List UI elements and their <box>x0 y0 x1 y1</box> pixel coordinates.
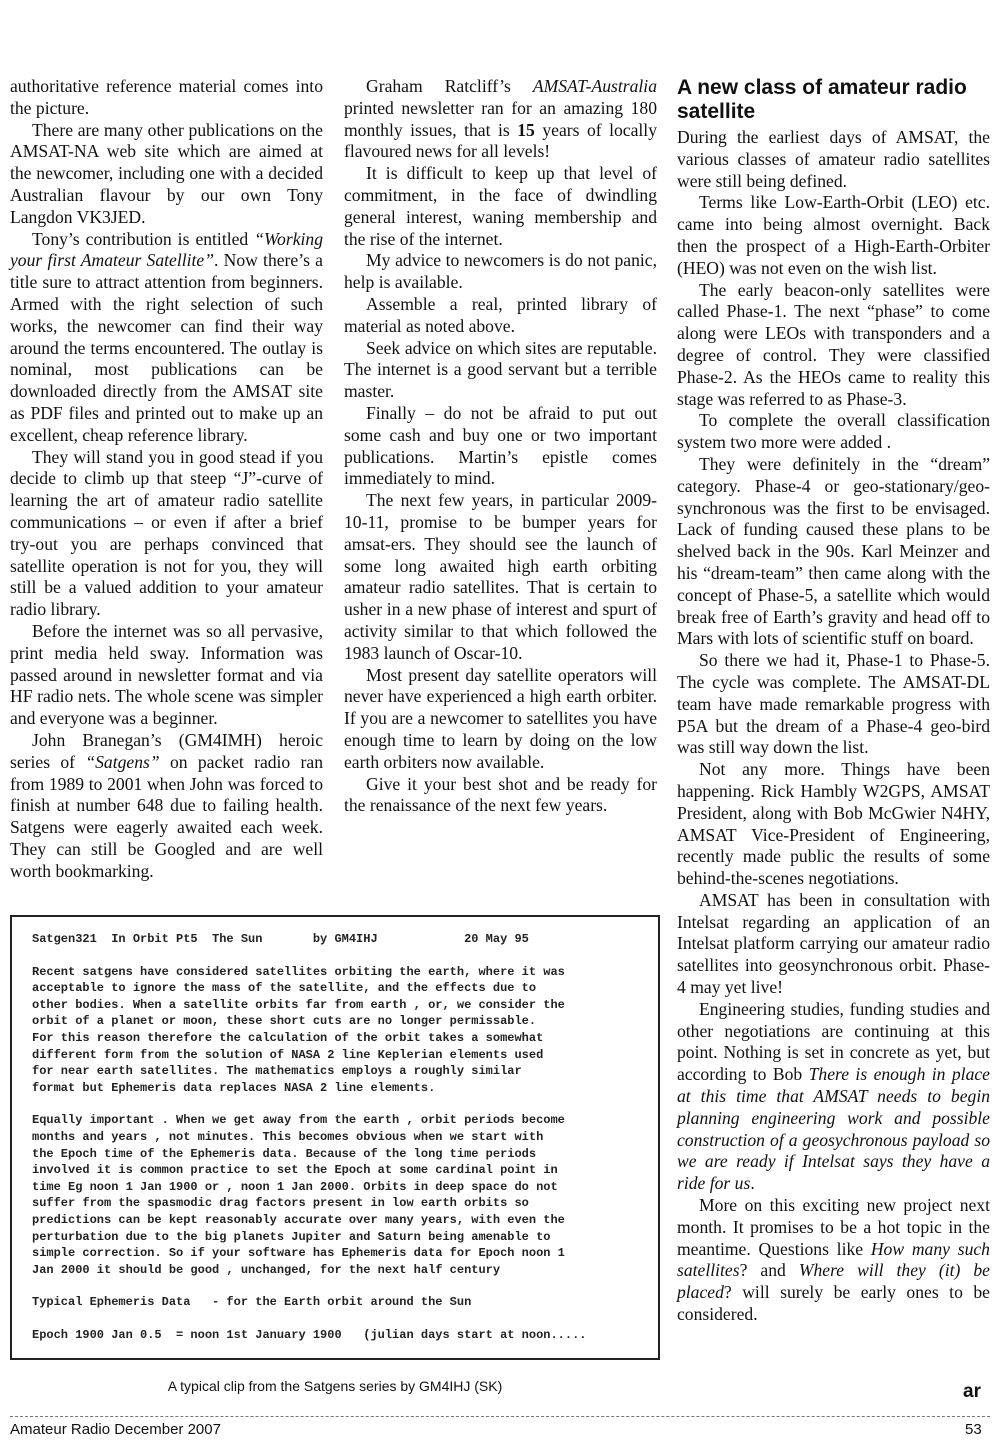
paragraph: Give it your best shot and be ready for the renaissance of the next few years. <box>344 773 657 816</box>
clip-block-1 <box>32 964 642 1097</box>
clip-line: perturbation due to the big planets Jupiter and Saturn being amenable to <box>32 1229 551 1244</box>
paragraph: Most present day satellite operators will never have experienced a high earth orbiter. If you are a newcomer to satellites you have enough time to learn by doing on the low earth orbiters now available. <box>344 664 657 772</box>
question: Where will they (it) be placed <box>677 1260 990 1303</box>
clip-line: acceptable to ignore the mass of the satellite, and the effects due to <box>32 981 537 996</box>
clip-epoch-line: Epoch 1900 Jan 0.5 = noon 1st January 1900 (julian days start at noon..... <box>32 1327 587 1342</box>
paragraph: AMSAT has been in consultation with Intelsat regarding an application of an Intelsat platform carrying our amateur radio satellites into geosynchronous orbit. Phase-4 may yet live! <box>677 889 990 998</box>
series-title: “Satgens” <box>85 751 160 772</box>
clip-line: involved it is common practice to set the Epoch at some cardinal point in <box>32 1163 558 1178</box>
column-1 <box>10 76 323 882</box>
clip-line: predictions can be kept reasonably accurate over many years, with even the <box>32 1212 565 1227</box>
newsletter-title: AMSAT-Australia <box>532 76 657 96</box>
paragraph: They were definitely in the “dream” category. Phase-4 or geo-stationary/geo-synchronous was the first to be envisaged. Lack of funding caused these plans to be shelved back in the 90s. Karl Meinzer and his “dream-team” then came along with the concept of Phase-5, a satellite which would break free of Earth’s gravity and head off to Mars with lots of scientific stuff on board. <box>677 453 990 649</box>
paragraph: To complete the overall classification system two more were added . <box>677 410 990 453</box>
clip-line: time Eg noon 1 Jan 1900 or , noon 1 Jan 2000. Orbits in deep space do not <box>32 1179 558 1194</box>
publication-title: “Working your first Amateur Satellite” <box>10 228 323 271</box>
paragraph: So there we had it, Phase-1 to Phase-5. The cycle was complete. The AMSAT-DL team have made remarkable progress with P5A but the dream of a Phase-4 geo-bird was still way down the list. <box>677 650 990 758</box>
paragraph: They will stand you in good stead if you decide to climb up that steep “J”-curve of learning the art of amateur radio satellite communications – or even if after a brief try-out you are perhaps convinced that satellite operation is not for you, they will still be a valued addition to your amateur radio library. <box>10 446 323 620</box>
clip-line: format but Ephemeris data replaces NASA 2 line elements. <box>32 1080 436 1095</box>
clip-line: months and years , not minutes. This becomes obvious when we start with <box>32 1129 544 1144</box>
paragraph: Tony’s contribution is entitled “Working your first Amateur Satellite”. Now there’s a title sure to attract attention from beginners. Armed with the right selection of such works, the newcomer can find their way around the terms encountered. The outlay is nominal, most publications can be downloaded directly from the AMSAT site as PDF files and printed out to make up an excellent, cheap reference library. <box>10 228 323 445</box>
clip-line: orbit of a planet or moon, these short cuts are no longer permissable. <box>32 1014 537 1029</box>
clip-line: For this reason therefore the calculation of the orbit takes a somewhat <box>32 1030 544 1045</box>
section-heading: A new class of amateur radio satellite <box>677 76 967 123</box>
clip-typical-line: Typical Ephemeris Data - for the Earth orbit around the Sun <box>32 1295 472 1310</box>
paragraph: Engineering studies, funding studies and other negotiations are continuing at this point. Nothing is set in concrete as yet, but according to Bob There is enough in place at this time that AMSAT needs to begin planning engineering work and possible construction of a geosychronous payload so we are ready if Intelsat says they have a ride for us. <box>677 998 990 1194</box>
clip-line: other bodies. When a satellite orbits far from earth , or, we consider the <box>32 997 565 1012</box>
paragraph: Seek advice on which sites are reputable. The internet is a good servant but a terrible master. <box>344 337 657 402</box>
footer-divider <box>10 1416 990 1417</box>
clip-line: the Epoch time of the Ephemeris data. Because of the long time periods <box>32 1146 537 1161</box>
paragraph: The early beacon-only satellites were called Phase-1. The next “phase” to come along were LEOs with transponders and a degree of control. They were classified Phase-2. As the HEOs came to reality this stage was referred to as Phase-3. <box>677 279 990 409</box>
paragraph: Before the internet was so all pervasive, print media held sway. Information was passed around in newsletter format and via HF radio nets. The whole scene was simpler and everyone was a beginner. <box>10 620 323 729</box>
paragraph: The next few years, in particular 2009-10-11, promise to be bumper years for amsat-ers. They should see the launch of some long awaited high earth orbiting amateur radio satellites. That is certain to usher in a new phase of interest and spurt of activity similar to that which followed the 1983 launch of Oscar-10. <box>344 490 657 663</box>
paragraph: During the earliest days of AMSAT, the various classes of amateur radio satellites were still being defined. <box>677 127 990 191</box>
quote: There is enough in place at this time that AMSAT needs to begin planning engineering work and possible construction of a geosychronous payload so we are ready if Intelsat says they have a ride for us <box>677 1064 990 1194</box>
clip-line: for near earth satellites. The mathematics employs a roughly similar <box>32 1064 522 1079</box>
paragraph: John Branegan’s (GM4IMH) heroic series of “Satgens” on packet radio ran from 1989 to 2001 when John was forced to finish at number 648 due to failing health. Satgens were eagerly awaited each week. They can still be Googled and are well worth bookmarking. <box>10 729 324 881</box>
page-number: 53 <box>965 1421 982 1438</box>
paragraph: authoritative reference material comes into the picture. <box>10 76 323 118</box>
ar-logo: ar <box>963 1381 981 1402</box>
footer-publication: Amateur Radio December 2007 <box>10 1421 221 1438</box>
clip-line: different form from the solution of NASA 2 line Keplerian elements used <box>32 1047 544 1062</box>
satgen-clip-box <box>10 915 660 1360</box>
paragraph: Terms like Low-Earth-Orbit (LEO) etc. came into being almost overnight. Back then the prospect of a High-Earth-Orbiter (HEO) was not even on the wish list. <box>677 192 990 278</box>
paragraph: Graham Ratcliff’s AMSAT-Australia printed newsletter ran for an amazing 180 monthly issues, that is 15 years of locally flavoured news for all levels! <box>344 76 657 162</box>
clip-caption: A typical clip from the Satgens series by GM4IHJ (SK) <box>167 1378 503 1394</box>
paragraph: My advice to newcomers is do not panic, help is available. <box>344 250 657 293</box>
paragraph: Not any more. Things have been happening. Rick Hambly W2GPS, AMSAT President, along with Bob McGwier N4HY, AMSAT Vice-President of Engineering, recently made public the results of some behind-the-scenes negotiations. <box>677 759 990 889</box>
paragraph: Finally – do not be afraid to put out some cash and buy one or two important publications. Martin’s epistle comes immediately to mind. <box>344 402 657 489</box>
paragraph: More on this exciting new project next month. It promises to be a hot topic in the meantime. Questions like How many such satellites? and Where will they (it) be placed? will surely be early ones to be considered. <box>677 1195 990 1325</box>
clip-line: simple correction. So if your software has Ephemeris data for Epoch noon 1 <box>32 1246 565 1261</box>
column-3 <box>677 76 990 1326</box>
paragraph: There are many other publications on the AMSAT-NA web site which are aimed at the newcomer, including one with a decided Australian flavour by our own Tony Langdon VK3JED. <box>10 119 323 227</box>
question: How many such satellites <box>677 1238 990 1281</box>
clip-line: suffer from the spasmodic drag factors present in low earth orbits so <box>32 1196 529 1211</box>
paragraph: Assemble a real, printed library of material as noted above. <box>344 293 657 336</box>
clip-line: Equally important . When we get away from the earth , orbit periods become <box>32 1113 565 1128</box>
paragraph: It is difficult to keep up that level of commitment, in the face of dwindling general interest, waning membership and the rise of the internet. <box>344 163 657 249</box>
clip-line: Recent satgens have considered satellites orbiting the earth, where it was <box>32 964 565 979</box>
clip-block-2 <box>32 1112 642 1278</box>
column-2 <box>344 76 657 817</box>
clip-line: Jan 2000 it should be good , unchanged, for the next half century <box>32 1262 501 1277</box>
clip-header-line: Satgen321 In Orbit Pt5 The Sun by GM4IHJ 20 May 95 <box>32 932 529 946</box>
